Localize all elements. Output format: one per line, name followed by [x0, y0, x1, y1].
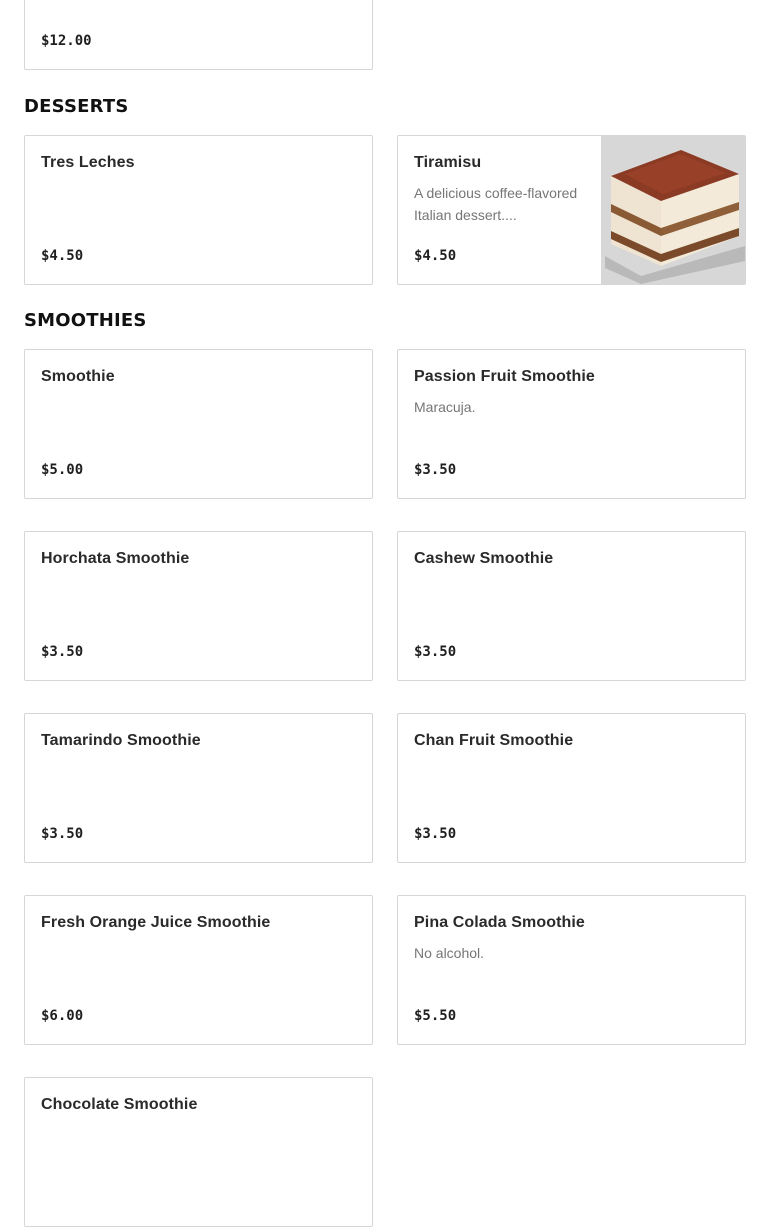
- item-price: $3.50: [414, 462, 457, 478]
- item-name: Fresh Orange Juice Smoothie: [41, 914, 271, 931]
- item-name: Tamarindo Smoothie: [41, 732, 201, 749]
- menu-item-card[interactable]: [397, 531, 746, 681]
- item-name: Chan Fruit Smoothie: [414, 732, 574, 749]
- menu-item-card[interactable]: [24, 135, 373, 285]
- section-title-desserts: DESSERTS: [24, 96, 129, 117]
- item-price: $5.00: [41, 462, 84, 478]
- item-price: $4.50: [414, 248, 457, 264]
- menu-item-card[interactable]: [397, 895, 746, 1045]
- item-price: $3.50: [414, 644, 457, 660]
- menu-item-card[interactable]: [397, 349, 746, 499]
- menu-item-card[interactable]: [397, 135, 746, 285]
- tiramisu-photo: [601, 136, 745, 284]
- item-description: A delicious coffee-flavored Italian dessert....: [414, 185, 578, 223]
- item-name: Pina Colada Smoothie: [414, 914, 585, 931]
- menu-item-card[interactable]: [24, 531, 373, 681]
- item-description: Maracuja.: [414, 399, 476, 415]
- menu-item-card[interactable]: [24, 713, 373, 863]
- item-name: Chocolate Smoothie: [41, 1096, 198, 1113]
- item-description: No alcohol.: [414, 945, 485, 961]
- item-name: Passion Fruit Smoothie: [414, 368, 595, 385]
- item-name: Tres Leches: [41, 154, 135, 171]
- section-title-smoothies: SMOOTHIES: [24, 310, 147, 331]
- item-name: Smoothie: [41, 368, 115, 385]
- item-price: $12.00: [41, 33, 92, 49]
- menu-item-card[interactable]: [24, 1077, 373, 1227]
- item-price: $3.50: [41, 644, 84, 660]
- item-price: $3.50: [414, 826, 457, 842]
- item-price: $5.50: [414, 1008, 457, 1024]
- item-name: Cashew Smoothie: [414, 550, 554, 567]
- item-name: Horchata Smoothie: [41, 550, 190, 567]
- menu-item-card[interactable]: [397, 713, 746, 863]
- item-price: $6.00: [41, 1008, 84, 1024]
- menu-item-card[interactable]: [24, 895, 373, 1045]
- item-price: $4.50: [41, 248, 84, 264]
- item-price: $3.50: [41, 826, 84, 842]
- menu-item-card[interactable]: [24, 0, 373, 70]
- item-name: Tiramisu: [414, 154, 482, 171]
- menu-item-card[interactable]: [24, 349, 373, 499]
